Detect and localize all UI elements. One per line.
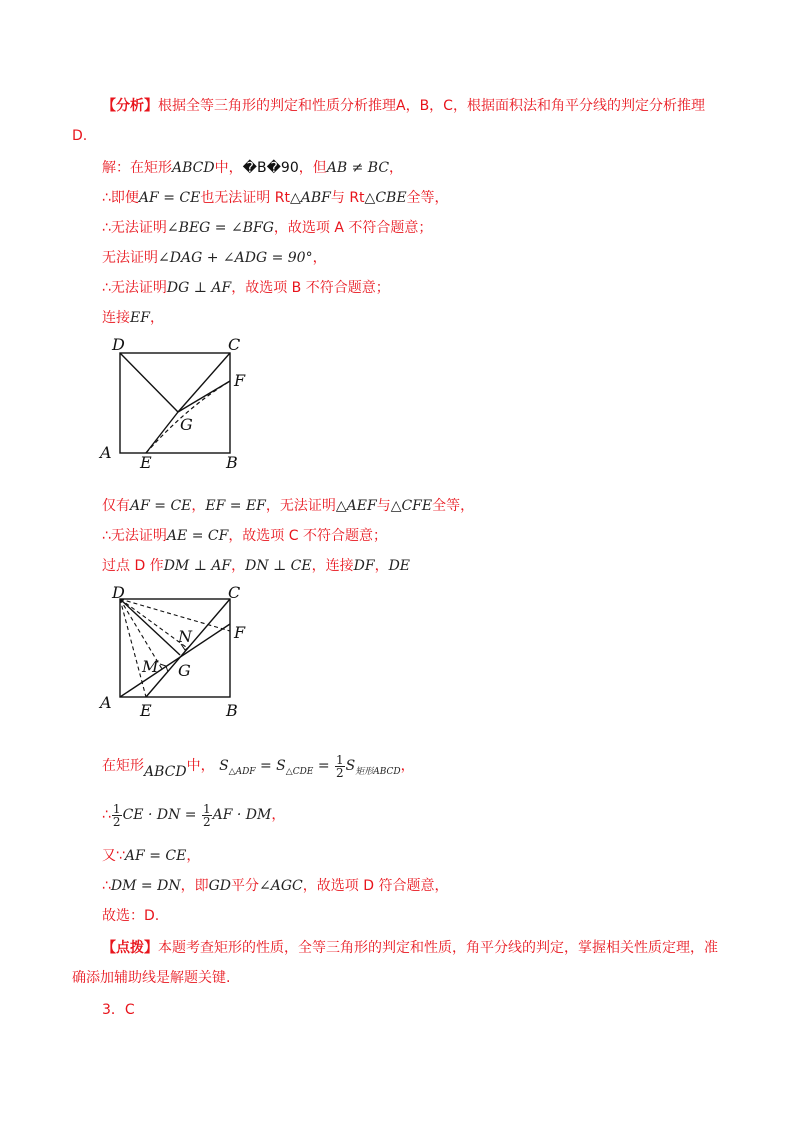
math: DN ⊥ CE [245,558,312,574]
math: EF [130,310,150,326]
tip-paragraph-cont [72,968,230,988]
math: ABCD [172,160,215,176]
math: △CBE [364,190,407,206]
text: ，但 [298,160,327,176]
tip-text: 本题考查矩形的性质，全等三角形的判定和性质，角平分线的判定，掌握相关性质定理，准 [158,940,718,956]
label-f: F [234,623,246,642]
rect-abcd [120,353,230,453]
solution-line-3 [102,218,432,238]
segment-dg [120,353,178,412]
text: ∴无法证明 [102,280,167,296]
text: ，无法证明 [265,498,336,514]
text: 又∵ [102,848,125,864]
label-a: A [100,693,112,712]
text: 仅有 [102,498,130,514]
math: △ABF [289,190,331,206]
label-g: G [180,415,193,434]
analysis-paragraph-cont [72,126,87,146]
label-n: N [178,627,192,646]
label-d: D [112,335,125,354]
segment-cg [178,353,230,412]
text: ，故选项 B 不符合题意； [231,280,390,296]
math: DF [353,558,375,574]
math: AF = CE [130,498,192,514]
math: ∠AGC [259,878,303,894]
math: = [317,758,330,774]
text: 也无法证明 Rt [200,190,290,206]
answer-text: 3．C [102,1002,135,1018]
text: 全等， [406,190,449,206]
tip-paragraph [102,938,718,958]
text: ∴ [102,807,111,823]
text: 与 [376,498,391,514]
text: ， [186,848,201,864]
text: 连接 [102,310,130,326]
analysis-text-cont: D. [72,128,88,144]
text: 中， [214,160,243,176]
math: AF = CE [138,190,201,206]
numerator: 1 [202,801,211,816]
label-g: G [178,661,191,680]
analysis-paragraph [102,96,705,116]
numerator: 1 [336,752,344,767]
label-e: E [140,701,152,720]
fraction-half [112,803,122,828]
figure-2-rectangle-diagram [98,583,258,722]
solution-line-6 [102,308,164,328]
solution-line-4 [102,248,327,268]
solution-line-14 [102,906,159,926]
solution-line-11 [102,800,285,830]
label-c: C [228,583,241,602]
math: = S [260,758,286,774]
text: ∴即便 [102,190,139,206]
math: AE = CF [166,528,229,544]
tip-text-cont: 确添加辅助线是解题关键. [72,970,231,986]
tip-tag: 【点拨】 [102,940,158,956]
text: ∴ [102,878,111,894]
text: ，连接 [311,558,354,574]
math: �B�90 [242,160,299,176]
label-d: D [112,583,125,602]
text: 在矩形 [102,758,144,774]
analysis-tag: 【分析】 [102,98,158,114]
text: 平分 [231,878,260,894]
text: ， [149,310,164,326]
label-e: E [140,453,152,472]
label-b: B [226,701,238,720]
math: ∠BEG = ∠BFG [166,220,274,236]
math: DM = DN [110,878,181,894]
solution-line-5 [102,278,390,298]
subscript: 矩形ABCD [355,767,401,777]
text: 故选：D. [102,908,160,924]
denominator: 2 [112,814,121,829]
text: 无法证明 [102,250,158,266]
label-c: C [228,335,241,354]
text: ，故选项 C 不符合题意； [228,528,387,544]
subscript: △ADF [228,767,256,777]
solution-line-7 [102,496,474,516]
math: △CFE [390,498,433,514]
text: ，故选项 A 不符合题意； [273,220,433,236]
subscript: △CDE [285,767,314,777]
math: DG ⊥ AF [166,280,232,296]
analysis-text: 根据全等三角形的判定和性质分析推理A，B，C，根据面积法和角平分线的判定分析推理 [158,98,705,114]
math: AF = CE [124,848,187,864]
math: AB ≠ BC [326,160,390,176]
figure-1-rectangle-diagram [98,336,258,472]
math: S [219,758,229,774]
denominator: 2 [202,814,211,829]
denominator: 2 [336,765,344,780]
dashed-dn [120,599,186,647]
text: ， [271,807,286,823]
text: ， [389,160,404,176]
text: 与 Rt [330,190,365,206]
math: △AEF [335,498,377,514]
fraction-half [335,754,345,779]
math: CE · DN = [122,807,197,823]
text: ，即 [180,878,209,894]
solution-line-12 [102,846,200,866]
text: ， [191,498,206,514]
text: ， [231,558,246,574]
text: ∴无法证明 [102,528,167,544]
numerator: 1 [112,801,121,816]
text: 中， [186,758,215,774]
text: ， [312,250,327,266]
math: DE [388,558,411,574]
solution-line-9 [102,556,410,576]
math: EF = EF [205,498,266,514]
math: DM ⊥ AF [163,558,232,574]
math: GD [208,878,232,894]
next-answer [102,1000,135,1020]
solution-line-8 [102,526,387,546]
math: S [345,758,356,774]
text: ， [374,558,389,574]
solution-line-10 [102,752,415,786]
text: 解：在矩形 [102,160,172,176]
label-b: B [226,453,238,472]
text: 全等， [432,498,475,514]
solution-line-1 [102,158,403,178]
math: ABCD [144,764,187,780]
label-a: A [100,443,112,462]
solution-line-2 [102,188,449,208]
label-m: M [142,657,159,676]
math: AF · DM [212,807,272,823]
fraction-half [202,803,212,828]
text: ，故选项 D 符合题意， [302,878,449,894]
solution-line-13 [102,876,448,896]
label-f: F [234,371,246,390]
text: 过点 D 作 [102,558,164,574]
math: ∠DAG + ∠ADG = 90° [158,250,313,266]
dashed-de [120,599,146,697]
text: ， [400,758,415,774]
text: ∴无法证明 [102,220,167,236]
